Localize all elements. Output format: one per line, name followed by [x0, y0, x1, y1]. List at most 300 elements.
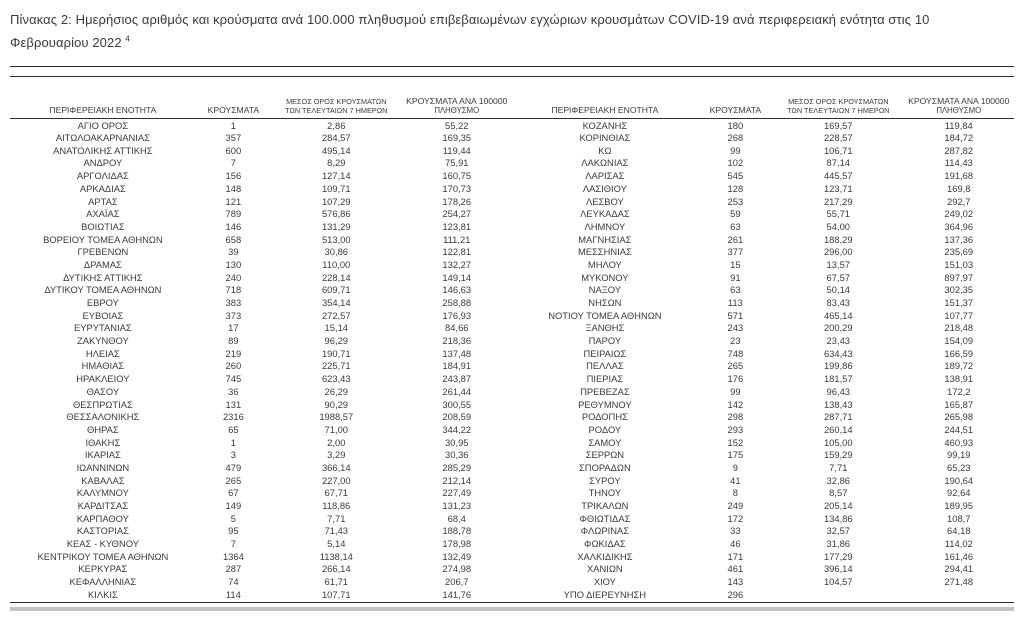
table-row	[512, 385, 1014, 398]
cell-avg7: 83,43	[826, 297, 851, 309]
cell-cases: 268	[727, 132, 744, 144]
top-rule-2	[10, 76, 1014, 77]
cell-avg7: 110,00	[322, 258, 351, 270]
cell-region: ΝΟΤΙΟΥ ΤΟΜΕΑ ΑΘΗΝΩΝ	[548, 309, 662, 321]
table-row	[512, 208, 1014, 221]
table-row	[10, 588, 512, 601]
cell-cases: 63	[730, 284, 741, 296]
table-row	[512, 499, 1014, 512]
table-row	[512, 258, 1014, 271]
cell-per100k: 235,69	[944, 246, 974, 258]
cell-per100k: 249,02	[944, 208, 974, 220]
table-row	[10, 309, 512, 322]
cell-per100k: 141,76	[442, 588, 472, 600]
cell-avg7: 354,14	[321, 297, 351, 309]
table-row	[10, 449, 512, 462]
table-row	[512, 284, 1014, 297]
cell-avg7: 609,71	[321, 284, 351, 296]
cell-cases: 260	[225, 360, 242, 372]
cell-cases: 479	[225, 461, 242, 473]
cell-cases: 1	[230, 436, 236, 448]
cell-region: ΡΟΔΟΠΗΣ	[581, 411, 628, 423]
bottom-rule-thick	[10, 607, 1014, 611]
cell-region: ΕΥΒΟΙΑΣ	[82, 309, 124, 321]
cell-region: ΠΕΙΡΑΙΩΣ	[583, 347, 627, 359]
cell-cases: 102	[727, 157, 744, 169]
table-row	[512, 182, 1014, 195]
cell-per100k: 84,66	[445, 322, 469, 334]
cell-cases: 36	[228, 385, 239, 397]
cell-per100k: 30,36	[445, 449, 469, 461]
table-row	[512, 373, 1014, 386]
cell-per100k: 108,7	[947, 512, 971, 524]
table-row	[10, 537, 512, 550]
cell-cases: 152	[727, 436, 744, 448]
cell-per100k: 897,97	[944, 271, 974, 283]
cell-per100k: 55,22	[445, 119, 469, 131]
cell-avg7: 138,43	[823, 398, 853, 410]
cell-region: ΜΑΓΝΗΣΙΑΣ	[578, 233, 632, 245]
table-row	[512, 588, 1014, 601]
table-row	[10, 131, 512, 144]
cell-cases: 298	[727, 411, 744, 423]
cell-region: ΣΥΡΟΥ	[589, 474, 621, 486]
cell-per100k: 184,91	[442, 360, 472, 372]
table-row	[512, 296, 1014, 309]
cell-cases: 461	[727, 563, 744, 575]
cell-avg7: 30,86	[324, 246, 349, 258]
cell-cases: 91	[730, 271, 741, 283]
covid-regional-table	[10, 85, 1014, 601]
cell-per100k: 30,95	[445, 436, 469, 448]
cell-per100k: 206,7	[445, 576, 469, 588]
table-row	[10, 220, 512, 233]
cell-cases: 243	[727, 322, 744, 334]
cell-avg7: 107,71	[321, 588, 351, 600]
cell-per100k: 114,43	[944, 157, 973, 169]
cell-region: ΑΝΔΡΟΥ	[83, 157, 123, 169]
cell-per100k: 191,68	[944, 170, 974, 182]
cell-avg7: 634,43	[823, 347, 853, 359]
cell-cases: 261	[727, 233, 744, 245]
table-left-header	[10, 85, 512, 119]
table-row	[512, 309, 1014, 322]
cell-region: ΑΧΑΪΑΣ	[86, 208, 120, 220]
cell-region: ΚΕΝΤΡΙΚΟΥ ΤΟΜΕΑ ΑΘΗΝΩΝ	[37, 550, 169, 562]
cell-region: ΙΚΑΡΙΑΣ	[84, 449, 121, 461]
table-row	[512, 487, 1014, 500]
cell-per100k	[904, 588, 1014, 601]
cell-region: ΥΠΟ ΔΙΕΡΕΥΝΗΣΗ	[563, 588, 647, 600]
cell-per100k: 170,73	[442, 182, 472, 194]
cell-per100k: 227,49	[442, 487, 472, 499]
cell-per100k: 212,14	[442, 474, 472, 486]
cell-cases: 143	[727, 576, 744, 588]
cell-avg7: 177,29	[823, 550, 853, 562]
cell-per100k: 244,51	[944, 423, 974, 435]
cell-region: ΛΑΡΙΣΑΣ	[585, 170, 625, 182]
table-row	[10, 385, 512, 398]
cell-region: ΛΑΚΩΝΙΑΣ	[581, 157, 629, 169]
cell-avg7: 54,00	[826, 220, 851, 232]
cell-cases: 172	[727, 512, 744, 524]
cell-avg7: 8,29	[327, 157, 346, 169]
cell-cases: 148	[225, 182, 242, 194]
table-row	[512, 347, 1014, 360]
table-row	[10, 373, 512, 386]
cell-region: ΔΥΤΙΚΗΣ ΑΤΤΙΚΗΣ	[63, 271, 143, 283]
cell-per100k: 122,81	[442, 246, 472, 258]
cell-cases: 41	[730, 474, 741, 486]
cell-avg7: 513,00	[321, 233, 351, 245]
cell-per100k: 146,63	[442, 284, 472, 296]
table-row	[512, 474, 1014, 487]
header-per100k: ΚΡΟΥΣΜΑΤΑ ΑΝΑ 100000 ΠΛΗΘΥΣΜΟ	[904, 85, 1014, 119]
table-row	[10, 461, 512, 474]
title-footnote-superscript: 4	[125, 35, 130, 45]
header-region: ΠΕΡΙΦΕΡΕΙΑΚΗ ΕΝΟΤΗΤΑ	[10, 85, 196, 119]
cell-region: ΗΛΕΙΑΣ	[85, 347, 120, 359]
cell-region: ΚΟΡΙΝΘΙΑΣ	[579, 132, 631, 144]
cell-avg7: 205,14	[823, 500, 853, 512]
cell-cases: 99	[730, 385, 741, 397]
cell-avg7: 131,29	[321, 220, 351, 232]
cell-region: ΚΕΑΣ - ΚΥΘΝΟΥ	[66, 538, 139, 550]
cell-per100k: 165,87	[944, 398, 974, 410]
cell-avg7: 8,57	[829, 487, 848, 499]
cell-region: ΙΘΑΚΗΣ	[85, 436, 121, 448]
cell-cases: 171	[727, 550, 744, 562]
cell-avg7: 2,86	[327, 119, 346, 131]
cell-per100k: 138,91	[944, 373, 974, 385]
table-row	[10, 322, 512, 335]
cell-avg7: 445,57	[823, 170, 853, 182]
cell-avg7: 7,71	[829, 461, 848, 473]
cell-avg7: 199,86	[823, 360, 853, 372]
cell-avg7: 61,71	[324, 576, 349, 588]
cell-avg7: 217,29	[823, 195, 853, 207]
cell-avg7: 159,29	[823, 449, 853, 461]
cell-region: ΘΗΡΑΣ	[87, 423, 119, 435]
table-row	[10, 436, 512, 449]
cell-region: ΛΕΣΒΟΥ	[585, 195, 624, 207]
cell-cases: 121	[225, 195, 242, 207]
cell-cases: 128	[727, 182, 744, 194]
header-region: ΠΕΡΙΦΕΡΕΙΑΚΗ ΕΝΟΤΗΤΑ	[512, 85, 698, 119]
cell-per100k: 137,36	[944, 233, 974, 245]
cell-per100k: 218,48	[944, 322, 974, 334]
cell-region: ΝΑΞΟΥ	[588, 284, 622, 296]
cell-cases: 7	[230, 538, 236, 550]
cell-region: ΑΡΓΟΛΙΔΑΣ	[76, 170, 129, 182]
cell-avg7: 2,00	[327, 436, 346, 448]
cell-avg7: 107,29	[321, 195, 351, 207]
bottom-rule-thin	[10, 602, 1014, 603]
cell-cases: 46	[730, 538, 741, 550]
table-row	[10, 499, 512, 512]
cell-avg7: 104,57	[823, 576, 853, 588]
cell-per100k: 254,27	[442, 208, 472, 220]
cell-region: ΜΗΛΟΥ	[587, 258, 622, 270]
table-row	[512, 576, 1014, 589]
cell-avg7: 32,86	[826, 474, 851, 486]
cell-avg7: 87,14	[826, 157, 851, 169]
cell-avg7: 266,14	[321, 563, 351, 575]
cell-avg7: 67,57	[826, 271, 851, 283]
cell-avg7	[773, 588, 904, 601]
cell-cases: 293	[727, 423, 744, 435]
cell-avg7: 96,43	[826, 385, 851, 397]
cell-cases: 745	[225, 373, 242, 385]
cell-avg7: 228,14	[321, 271, 351, 283]
table-row	[512, 195, 1014, 208]
cell-per100k: 107,77	[944, 309, 974, 321]
cell-avg7: 71,00	[324, 423, 349, 435]
table-row	[10, 119, 512, 132]
cell-region: ΚΩ	[598, 144, 612, 156]
cell-cases: 33	[730, 525, 741, 537]
cell-per100k: 243,87	[442, 373, 472, 385]
cell-avg7: 15,14	[324, 322, 349, 334]
cell-region: ΠΑΡΟΥ	[588, 335, 622, 347]
cell-region: ΣΠΟΡΑΔΩΝ	[579, 461, 631, 473]
cell-cases: 130	[225, 258, 242, 270]
cell-cases: 545	[727, 170, 744, 182]
cell-cases: 146	[225, 220, 242, 232]
cell-cases: 39	[228, 246, 239, 258]
cell-region: ΘΑΣΟΥ	[86, 385, 120, 397]
cell-avg7: 188,29	[823, 233, 853, 245]
cell-cases: 131	[225, 398, 242, 410]
cell-per100k: 287,82	[944, 144, 974, 156]
cell-avg7: 396,14	[823, 563, 853, 575]
cell-per100k: 189,72	[944, 360, 974, 372]
cell-per100k: 460,93	[944, 436, 974, 448]
cell-per100k: 132,27	[442, 258, 472, 270]
cell-avg7: 495,14	[321, 144, 351, 156]
cell-region: ΧΑΝΙΩΝ	[587, 563, 623, 575]
header-per100k: ΚΡΟΥΣΜΑΤΑ ΑΝΑ 100000 ΠΛΗΘΥΣΜΟ	[402, 85, 512, 119]
table-row	[512, 322, 1014, 335]
cell-region: ΧΑΛΚΙΔΙΚΗΣ	[577, 550, 633, 562]
cell-per100k: 160,75	[442, 170, 472, 182]
cell-per100k: 258,88	[442, 297, 472, 309]
cell-cases: 17	[228, 322, 239, 334]
cell-cases: 149	[225, 500, 242, 512]
table-row	[10, 182, 512, 195]
table-row	[512, 423, 1014, 436]
table-row	[10, 233, 512, 246]
cell-cases: 377	[727, 246, 744, 258]
cell-per100k: 166,59	[944, 347, 974, 359]
table-row	[10, 423, 512, 436]
cell-per100k: 161,46	[944, 550, 974, 562]
cell-per100k: 184,72	[944, 132, 974, 144]
cell-per100k: 218,36	[442, 335, 472, 347]
cell-region: ΑΡΚΑΔΙΑΣ	[79, 182, 126, 194]
cell-per100k: 149,14	[442, 271, 472, 283]
cell-region: ΚΑΛΥΜΝΟΥ	[76, 487, 129, 499]
table-left	[10, 85, 512, 601]
table-row	[10, 487, 512, 500]
cell-per100k: 151,37	[944, 297, 974, 309]
cell-cases: 5	[230, 512, 236, 524]
cell-cases: 265	[727, 360, 744, 372]
cell-region: ΡΟΔΟΥ	[588, 423, 622, 435]
cell-cases: 175	[727, 449, 744, 461]
cell-region: ΓΡΕΒΕΝΩΝ	[77, 246, 129, 258]
cell-avg7: 5,14	[327, 538, 346, 550]
cell-region: ΚΑΡΔΙΤΣΑΣ	[77, 500, 129, 512]
table-row	[10, 334, 512, 347]
cell-per100k: 344,22	[442, 423, 472, 435]
cell-per100k: 274,98	[442, 563, 472, 575]
cell-region: ΑΡΤΑΣ	[88, 195, 118, 207]
cell-region: ΝΗΣΩΝ	[588, 297, 622, 309]
cell-region: ΠΡΕΒΕΖΑΣ	[580, 385, 630, 397]
cell-region: ΡΕΘΥΜΝΟΥ	[578, 398, 632, 410]
cell-cases: 748	[727, 347, 744, 359]
cell-cases: 265	[225, 474, 242, 486]
cell-per100k: 265,98	[944, 411, 974, 423]
cell-cases: 600	[225, 144, 242, 156]
table-row	[512, 512, 1014, 525]
cell-region: ΚΑΒΑΛΑΣ	[81, 474, 125, 486]
table-row	[512, 436, 1014, 449]
cell-avg7: 225,71	[321, 360, 351, 372]
cell-region: ΔΥΤΙΚΟΥ ΤΟΜΕΑ ΑΘΗΝΩΝ	[44, 284, 162, 296]
cell-avg7: 134,86	[823, 512, 853, 524]
cell-cases: 176	[727, 373, 744, 385]
cell-per100k: 64,18	[947, 525, 971, 537]
cell-cases: 658	[225, 233, 242, 245]
cell-region: ΑΓΙΟ ΟΡΟΣ	[77, 119, 129, 131]
cell-region: ΕΥΡΥΤΑΝΙΑΣ	[74, 322, 132, 334]
table-row	[512, 170, 1014, 183]
table-row	[512, 271, 1014, 284]
table-row	[10, 208, 512, 221]
cell-avg7: 32,57	[826, 525, 851, 537]
cell-per100k: 300,55	[442, 398, 472, 410]
cell-region: ΗΡΑΚΛΕΙΟΥ	[76, 373, 130, 385]
table-row	[512, 144, 1014, 157]
table-row	[10, 474, 512, 487]
table-row	[512, 563, 1014, 576]
table-row	[512, 525, 1014, 538]
table-row	[512, 246, 1014, 259]
cell-per100k: 99,19	[947, 449, 971, 461]
table-right-header	[512, 85, 1014, 119]
cell-cases: 95	[228, 525, 239, 537]
cell-cases: 114	[225, 588, 241, 600]
table-row	[10, 550, 512, 563]
cell-region: ΘΕΣΠΡΩΤΙΑΣ	[72, 398, 133, 410]
cell-region: ΗΜΑΘΙΑΣ	[81, 360, 125, 372]
cell-cases: 287	[225, 563, 242, 575]
header-cases: ΚΡΟΥΣΜΑΤΑ	[698, 85, 773, 119]
cell-avg7: 106,71	[823, 144, 853, 156]
cell-cases: 63	[730, 220, 741, 232]
cell-cases: 142	[727, 398, 744, 410]
cell-per100k: 119,44	[442, 144, 471, 156]
cell-avg7: 260,14	[823, 423, 853, 435]
cell-region: ΜΕΣΣΗΝΙΑΣ	[577, 246, 632, 258]
cell-avg7: 623,43	[321, 373, 351, 385]
cell-region: ΛΑΣΙΘΙΟΥ	[582, 182, 627, 194]
cell-avg7: 26,29	[324, 385, 349, 397]
cell-per100k: 178,26	[442, 195, 472, 207]
cell-cases: 373	[225, 309, 242, 321]
cell-avg7: 67,71	[324, 487, 349, 499]
table-row	[10, 258, 512, 271]
cell-avg7: 228,57	[823, 132, 853, 144]
cell-region: ΚΕΦΑΛΛΗΝΙΑΣ	[69, 576, 137, 588]
cell-avg7: 105,00	[823, 436, 853, 448]
cell-per100k: 190,64	[944, 474, 974, 486]
cell-region: ΛΕΥΚΑΔΑΣ	[580, 208, 630, 220]
cell-avg7: 576,86	[321, 208, 351, 220]
table-row	[10, 411, 512, 424]
page-title	[10, 8, 1010, 55]
cell-region: ΕΒΡΟΥ	[86, 297, 119, 309]
cell-cases: 718	[225, 284, 242, 296]
cell-avg7: 7,71	[327, 512, 346, 524]
cell-cases: 571	[727, 309, 744, 321]
cell-region: ΦΛΩΡΙΝΑΣ	[580, 525, 630, 537]
cell-cases: 789	[225, 208, 242, 220]
cell-cases: 65	[228, 423, 239, 435]
cell-cases: 383	[225, 297, 242, 309]
table-row	[10, 525, 512, 538]
cell-region: ΖΑΚΥΝΘΟΥ	[76, 335, 129, 347]
table-left-body	[10, 119, 512, 601]
cell-region: ΑΙΤΩΛΟΑΚΑΡΝΑΝΙΑΣ	[55, 132, 150, 144]
cell-region: ΙΩΑΝΝΙΝΩΝ	[76, 461, 130, 473]
cell-cases: 7	[230, 157, 236, 169]
cell-region: ΚΟΖΑΝΗΣ	[582, 119, 628, 131]
cell-per100k: 114,02	[944, 538, 973, 550]
table-row	[10, 157, 512, 170]
cell-per100k: 68,4	[447, 512, 466, 524]
table-right	[512, 85, 1014, 601]
cell-per100k: 189,95	[944, 500, 974, 512]
header-avg7: ΜΕΣΟΣ ΟΡΟΣ ΚΡΟΥΣΜΑΤΩΝ ΤΩΝ ΤΕΛΕΥΤΑΙΩΝ 7 ΗΜΕΡΩΝ	[773, 85, 904, 119]
cell-avg7: 55,71	[826, 208, 851, 220]
table-row	[10, 347, 512, 360]
cell-avg7: 181,57	[823, 373, 853, 385]
table-row	[512, 119, 1014, 132]
cell-avg7: 127,14	[321, 170, 351, 182]
page-title-text: Πίνακας 2: Ημερήσιος αριθμός και κρούσματα ανά 100.000 πληθυσμού επιβεβαιωμένων εγχώριων κρουσμάτων COVID-19 ανά περιφερειακή ενότητα στις 10 Φεβρουαρίου 2022	[10, 12, 930, 51]
cell-cases: 89	[228, 335, 239, 347]
header-avg7: ΜΕΣΟΣ ΟΡΟΣ ΚΡΟΥΣΜΑΤΩΝ ΤΩΝ ΤΕΛΕΥΤΑΙΩΝ 7 ΗΜΕΡΩΝ	[271, 85, 402, 119]
table-row	[512, 449, 1014, 462]
cell-cases: 249	[727, 500, 744, 512]
cell-cases: 23	[730, 335, 741, 347]
table-row	[512, 157, 1014, 170]
cell-region: ΣΑΜΟΥ	[588, 436, 622, 448]
cell-per100k: 292,7	[947, 195, 971, 207]
cell-per100k: 364,96	[944, 220, 974, 232]
top-rule-1	[10, 66, 1014, 67]
cell-avg7: 96,29	[324, 335, 349, 347]
cell-region: ΚΙΛΚΙΣ	[87, 588, 118, 600]
cell-per100k: 188,78	[442, 525, 472, 537]
table-row	[10, 576, 512, 589]
table-left-half	[10, 85, 512, 601]
table-row	[512, 220, 1014, 233]
cell-per100k: 111,21	[443, 233, 471, 245]
